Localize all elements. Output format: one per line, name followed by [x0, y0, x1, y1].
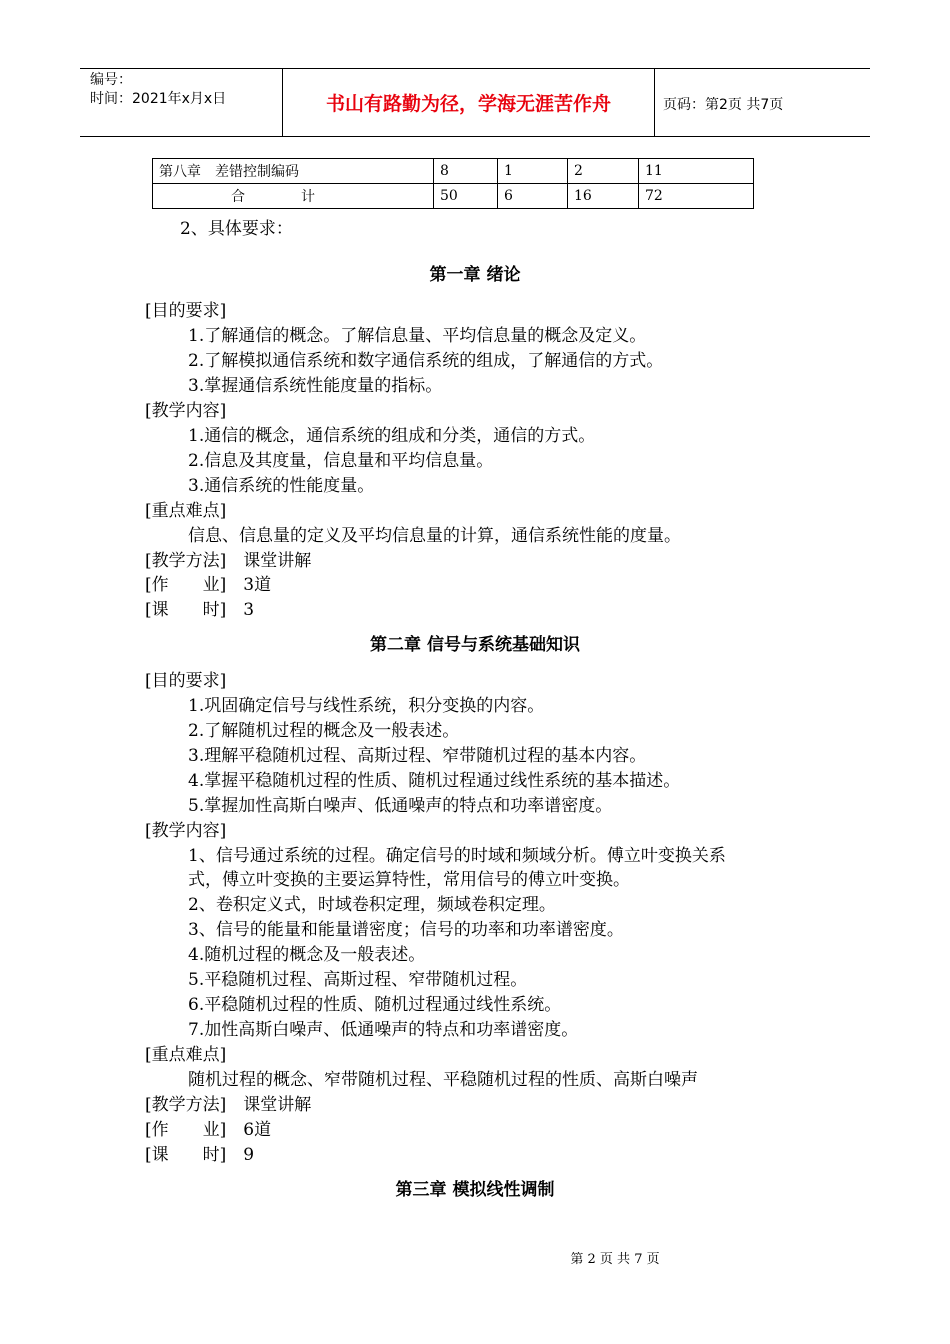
- goal-item: 3.理解平稳随机过程、高斯过程、窄带随机过程的基本内容。: [188, 746, 647, 766]
- hours-table: [152, 158, 754, 209]
- table-cell: 16: [568, 184, 639, 209]
- key-text: 随机过程的概念、窄带随机过程、平稳随机过程的性质、高斯白噪声: [188, 1070, 698, 1090]
- goal-item: 1.巩固确定信号与线性系统，积分变换的内容。: [188, 696, 545, 716]
- goal-item: 5.掌握加性高斯白噪声、低通噪声的特点和功率谱密度。: [188, 796, 613, 816]
- table-cell: 2: [568, 159, 639, 184]
- content-item: 6.平稳随机过程的性质、随机过程通过线性系统。: [188, 995, 562, 1015]
- page-header: [80, 68, 870, 137]
- hours-line: [课 时] 3: [145, 600, 255, 620]
- table-cell: 72: [639, 184, 754, 209]
- chapter-title: 第一章 绪论: [429, 265, 521, 285]
- header-meta: [90, 71, 226, 109]
- table-cell: 50: [434, 184, 498, 209]
- content-item: 2.信息及其度量，信息量和平均信息量。: [188, 451, 494, 471]
- method-line: [教学方法] 课堂讲解: [145, 551, 312, 571]
- content-label: [教学内容]: [145, 821, 227, 841]
- homework-line: [作 业] 6道: [145, 1120, 272, 1140]
- table-row: [153, 184, 754, 209]
- goal-label: [目的要求]: [145, 671, 227, 691]
- table-cell: 1: [498, 159, 568, 184]
- content-item: 1、信号通过系统的过程。确定信号的时域和频域分析。傅立叶变换关系: [188, 846, 726, 866]
- page-footer: 第 2 页 共 7 页: [570, 1252, 660, 1267]
- content-item: 5.平稳随机过程、高斯过程、窄带随机过程。: [188, 970, 528, 990]
- content-item: 4.随机过程的概念及一般表述。: [188, 945, 426, 965]
- hours-line: [课 时] 9: [145, 1145, 255, 1165]
- goal-item: 2.了解模拟通信系统和数字通信系统的组成，了解通信的方式。: [188, 351, 664, 371]
- divider: [654, 69, 655, 136]
- table-cell: 8: [434, 159, 498, 184]
- goal-label: [目的要求]: [145, 301, 227, 321]
- key-label: [重点难点]: [145, 1045, 227, 1065]
- content-item: 3.通信系统的性能度量。: [188, 476, 375, 496]
- goal-item: 2.了解随机过程的概念及一般表述。: [188, 721, 460, 741]
- section-title: 2、具体要求：: [180, 219, 293, 239]
- table-row: [153, 159, 754, 184]
- table-cell: 合 计: [153, 184, 434, 209]
- chapter-title: 第三章 模拟线性调制: [395, 1180, 555, 1200]
- number-label: 编号：: [90, 72, 132, 88]
- content-item: 式，傅立叶变换的主要运算特性，常用信号的傅立叶变换。: [188, 870, 630, 890]
- key-label: [重点难点]: [145, 501, 227, 521]
- homework-line: [作 业] 3道: [145, 575, 272, 595]
- content-item: 1.通信的概念，通信系统的组成和分类，通信的方式。: [188, 426, 596, 446]
- goal-item: 4.掌握平稳随机过程的性质、随机过程通过线性系统的基本描述。: [188, 771, 681, 791]
- table-cell: 11: [639, 159, 754, 184]
- motto: 书山有路勤为径，学海无涯苦作舟: [325, 93, 611, 115]
- date-label: 时间：2021年x月x日: [90, 91, 227, 107]
- table-cell: 第八章 差错控制编码: [153, 159, 434, 184]
- chapter-title: 第二章 信号与系统基础知识: [370, 635, 580, 655]
- content-item: 2、卷积定义式，时域卷积定理，频域卷积定理。: [188, 895, 556, 915]
- goal-item: 3.掌握通信系统性能度量的指标。: [188, 376, 443, 396]
- content-label: [教学内容]: [145, 401, 227, 421]
- page-indicator: 页码：第2页 共7页: [663, 97, 784, 113]
- content-item: 7.加性高斯白噪声、低通噪声的特点和功率谱密度。: [188, 1020, 579, 1040]
- key-text: 信息、信息量的定义及平均信息量的计算，通信系统性能的度量。: [188, 526, 681, 546]
- goal-item: 1.了解通信的概念。了解信息量、平均信息量的概念及定义。: [188, 326, 647, 346]
- method-line: [教学方法] 课堂讲解: [145, 1095, 312, 1115]
- content-item: 3、信号的能量和能量谱密度；信号的功率和功率谱密度。: [188, 920, 624, 940]
- table-cell: 6: [498, 184, 568, 209]
